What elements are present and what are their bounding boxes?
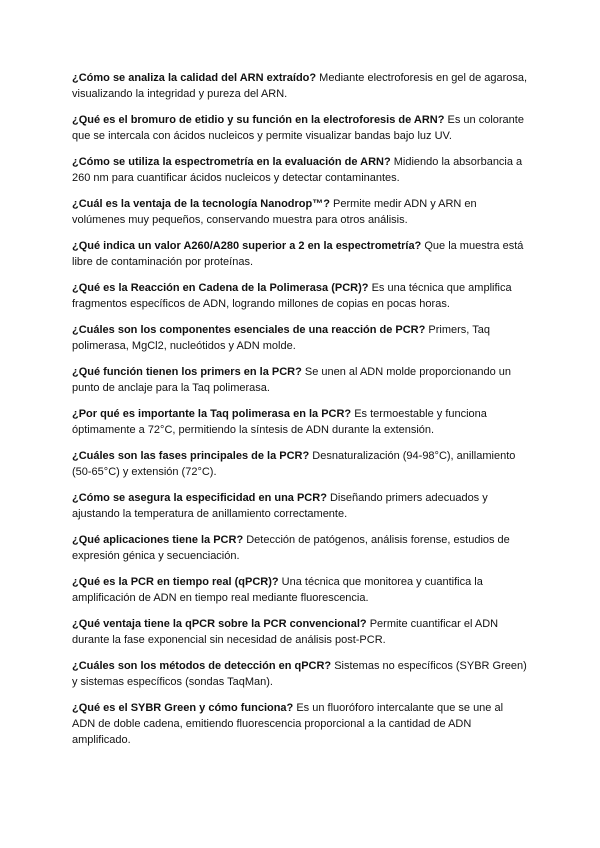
qa-item xyxy=(72,238,528,270)
answer: Midiendo la absorbancia a 260 nm para cuantificar ácidos nucleicos y detectar contaminantes. xyxy=(72,156,523,184)
qa-item xyxy=(72,154,528,186)
answer: Diseñando primers adecuados y ajustando la temperatura de anillamiento correctamente. xyxy=(72,492,488,520)
answer: Sistemas no específicos (SYBR Green) y sistemas específicos (sondas TaqMan). xyxy=(72,660,527,688)
answer: Es una técnica que amplifica fragmentos específicos de ADN, logrando millones de copias en pocas horas. xyxy=(72,282,512,310)
answer: Desnaturalización (94-98°C), anillamiento (50-65°C) y extensión (72°C). xyxy=(72,450,516,478)
question: ¿Cuál es la ventaja de la tecnología Nanodrop™? xyxy=(72,198,330,210)
question: ¿Qué indica un valor A260/A280 superior a 2 en la espectrometría? xyxy=(72,240,422,252)
qa-item xyxy=(72,658,528,690)
qa-item xyxy=(72,490,528,522)
qa-item xyxy=(72,616,528,648)
question: ¿Qué es el bromuro de etidio y su función en la electroforesis de ARN? xyxy=(72,114,445,126)
qa-item xyxy=(72,532,528,564)
qa-item xyxy=(72,406,528,438)
answer: Permite cuantificar el ADN durante la fase exponencial sin necesidad de análisis post-PCR. xyxy=(72,618,499,646)
answer: Primers, Taq polimerasa, MgCl2, nucleótidos y ADN molde. xyxy=(72,324,490,352)
document-page xyxy=(72,70,528,758)
answer: Es un colorante que se intercala con ácidos nucleicos y permite visualizar bandas bajo luz UV. xyxy=(72,114,524,142)
answer: Que la muestra está libre de contaminación por proteínas. xyxy=(72,240,524,268)
answer: Se unen al ADN molde proporcionando un punto de anclaje para la Taq polimerasa. xyxy=(72,366,511,394)
question: ¿Cómo se analiza la calidad del ARN extraído? xyxy=(72,72,317,84)
question: ¿Qué es la PCR en tiempo real (qPCR)? xyxy=(72,576,279,588)
qa-item xyxy=(72,364,528,396)
question: ¿Qué aplicaciones tiene la PCR? xyxy=(72,534,244,546)
answer: Permite medir ADN y ARN en volúmenes muy pequeños, conservando muestra para otros análisis. xyxy=(72,198,477,226)
answer: Una técnica que monitorea y cuantifica la amplificación de ADN en tiempo real mediante fluorescencia. xyxy=(72,576,483,604)
question: ¿Qué función tienen los primers en la PCR? xyxy=(72,366,302,378)
answer: Es termoestable y funciona óptimamente a 72°C, permitiendo la síntesis de ADN durante la extensión. xyxy=(72,408,487,436)
question: ¿Por qué es importante la Taq polimerasa en la PCR? xyxy=(72,408,352,420)
answer: Detección de patógenos, análisis forense, estudios de expresión génica y secuenciación. xyxy=(72,534,510,562)
qa-item xyxy=(72,574,528,606)
qa-item xyxy=(72,112,528,144)
question: ¿Qué ventaja tiene la qPCR sobre la PCR convencional? xyxy=(72,618,367,630)
qa-item xyxy=(72,70,528,102)
answer: Mediante electroforesis en gel de agarosa, visualizando la integridad y pureza del ARN. xyxy=(72,72,528,100)
qa-item xyxy=(72,196,528,228)
question: ¿Cómo se utiliza la espectrometría en la evaluación de ARN? xyxy=(72,156,391,168)
qa-item xyxy=(72,448,528,480)
question: ¿Cómo se asegura la especificidad en una PCR? xyxy=(72,492,327,504)
qa-item xyxy=(72,700,528,748)
question: ¿Cuáles son los componentes esenciales de una reacción de PCR? xyxy=(72,324,426,336)
qa-item xyxy=(72,322,528,354)
question: ¿Qué es la Reacción en Cadena de la Polimerasa (PCR)? xyxy=(72,282,369,294)
question: ¿Cuáles son los métodos de detección en qPCR? xyxy=(72,660,332,672)
question: ¿Qué es el SYBR Green y cómo funciona? xyxy=(72,702,294,714)
answer: Es un fluoróforo intercalante que se une al ADN de doble cadena, emitiendo fluorescencia proporcional a la cantidad de ADN amplificado. xyxy=(72,702,504,746)
qa-item xyxy=(72,280,528,312)
question: ¿Cuáles son las fases principales de la PCR? xyxy=(72,450,310,462)
